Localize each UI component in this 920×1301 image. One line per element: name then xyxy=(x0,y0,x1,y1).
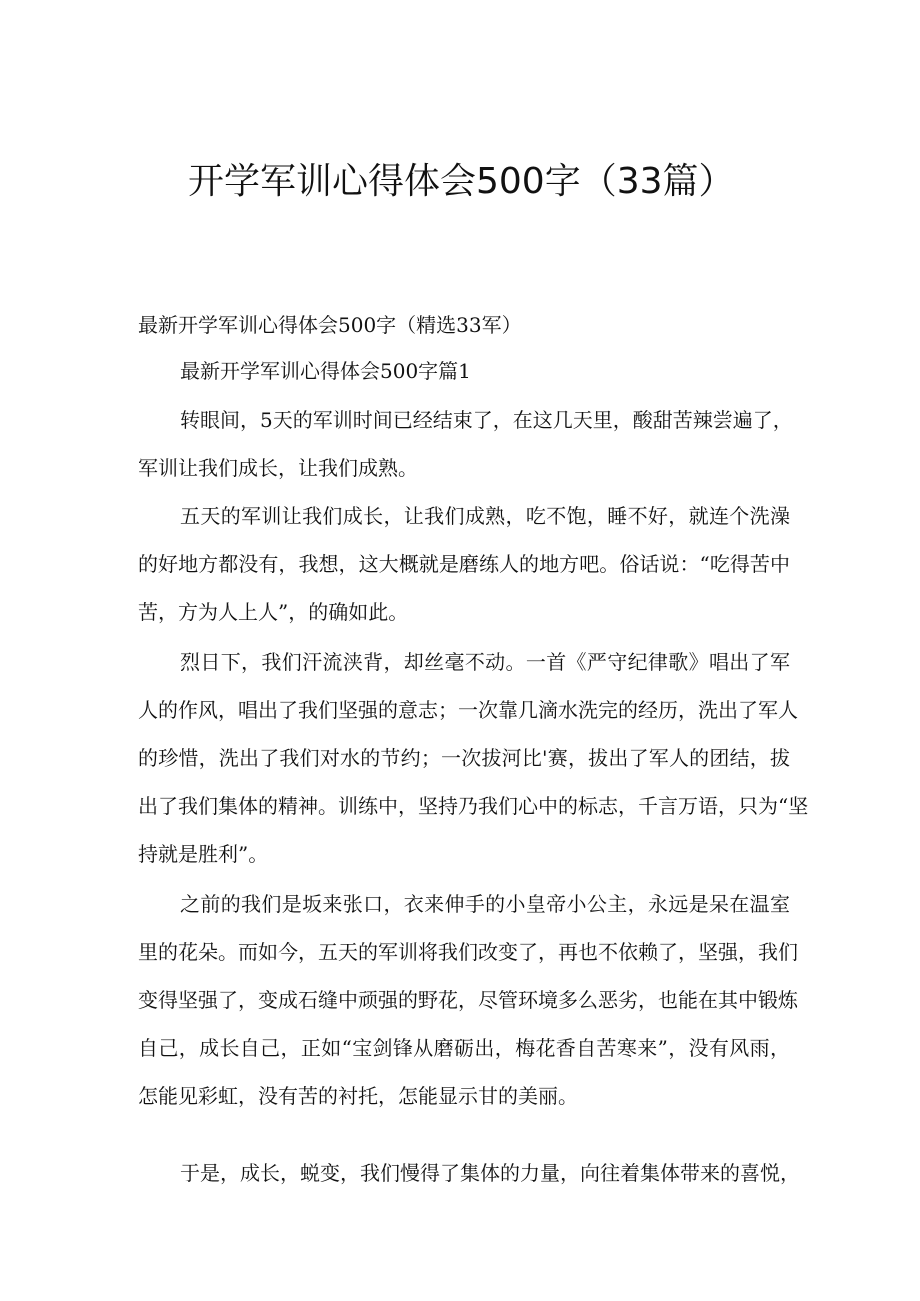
paragraph-line: 军训让我们成长，让我们成熟。 xyxy=(138,456,418,480)
paragraph-line: 转眼间，5天的军训时间已经结束了，在这几天里，酸甜苦辣尝遍了， xyxy=(180,408,793,432)
paragraph-line: 的珍惜，洗出了我们对水的节约；一次拔河比'赛，拔出了军人的团结，拔 xyxy=(138,746,790,770)
paragraph-line: 怎能见彩虹，没有苦的衬托，怎能显示甘的美丽。 xyxy=(138,1084,578,1108)
paragraph-line: 里的花朵。而如今，五天的军训将我们改变了，再也不依赖了，坚强，我们 xyxy=(138,940,798,964)
paragraph-line: 人的作风，唱出了我们坚强的意志；一次靠几滴水洗完的经历，洗出了军人 xyxy=(138,698,798,722)
paragraph-line: 出了我们集体的精神。训练中，坚持乃我们心中的标志，千言万语，只为“坚 xyxy=(138,794,809,818)
paragraph-line: 变得坚强了，变成石缝中顽强的野花，尽管环境多么恶劣，也能在其中锻炼 xyxy=(138,988,798,1012)
paragraph-line: 的好地方都没有，我想，这大概就是磨练人的地方吧。俗话说：“吃得苦中 xyxy=(138,552,790,576)
document-title: 开学军训心得体会500字（33篇） xyxy=(188,161,735,202)
paragraph-line: 烈日下，我们汗流浃背，却丝毫不动。一首《严守纪律歌》唱出了军 xyxy=(180,650,790,674)
paragraph-line: 持就是胜利”。 xyxy=(138,842,269,866)
paragraph-line: 五天的军训让我们成长，让我们成熟，吃不饱，睡不好，就连个洗澡 xyxy=(180,504,790,528)
document-subtitle: 最新开学军训心得体会500字（精选33军） xyxy=(138,313,522,337)
paragraph-line: 之前的我们是坂来张口，衣来伸手的小皇帝小公主，永远是呆在温室 xyxy=(180,892,790,916)
paragraph-line: 苦，方为人上人”，的确如此。 xyxy=(138,600,409,624)
paragraph-line: 于是，成长，蜕变，我们慢得了集体的力量，向往着集体带来的喜悦， xyxy=(180,1161,800,1185)
section-heading: 最新开学军训心得体会500字篇1 xyxy=(180,359,471,383)
paragraph-line: 自己，成长自己，正如“宝剑锋从磨砺出，梅花香自苦寒来”，没有风雨， xyxy=(138,1036,790,1060)
